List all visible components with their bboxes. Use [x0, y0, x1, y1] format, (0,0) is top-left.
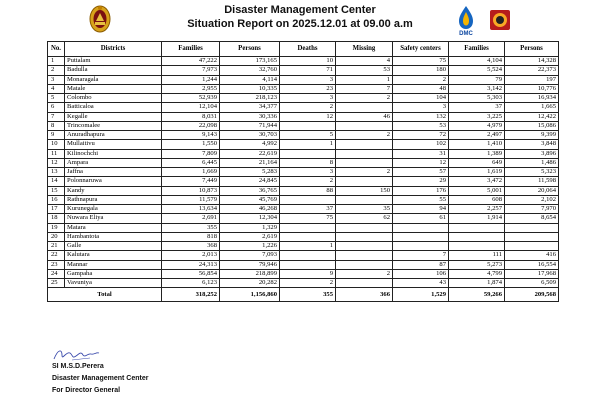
center-persons: 22,373: [505, 66, 559, 75]
safety-centers: 12: [393, 158, 449, 167]
families: 6,445: [162, 158, 220, 167]
table-row: [48, 269, 559, 278]
persons: 1,329: [220, 223, 280, 232]
deaths: 2: [280, 103, 336, 112]
families: 2,955: [162, 84, 220, 93]
district-name: Kegalle: [65, 112, 162, 121]
center-families: 649: [449, 158, 505, 167]
missing: 62: [336, 214, 393, 223]
persons: 71,944: [220, 121, 280, 130]
table-row: [48, 251, 559, 260]
center-families: 79: [449, 75, 505, 84]
center-families: [449, 232, 505, 241]
persons: 36,765: [220, 186, 280, 195]
signature: [50, 347, 110, 363]
deaths: 5: [280, 131, 336, 140]
center-families: 37: [449, 103, 505, 112]
families: 1,550: [162, 140, 220, 149]
col-header-families: Families: [162, 42, 220, 57]
report-subtitle: Situation Report on 2025.12.01 at 09.00 a.m: [187, 18, 413, 30]
persons: 21,164: [220, 158, 280, 167]
missing: [336, 279, 393, 288]
persons: 12,304: [220, 214, 280, 223]
deaths: 37: [280, 205, 336, 214]
row-no: 21: [48, 242, 65, 251]
district-name: Matara: [65, 223, 162, 232]
safety-centers: 61: [393, 214, 449, 223]
safety-centers: 7: [393, 251, 449, 260]
center-persons: 20,064: [505, 186, 559, 195]
center-persons: 10,776: [505, 84, 559, 93]
deaths: 23: [280, 84, 336, 93]
safety-centers: 176: [393, 186, 449, 195]
row-no: 4: [48, 84, 65, 93]
persons: 7,093: [220, 251, 280, 260]
safety-centers: 94: [393, 205, 449, 214]
safety-centers: 180: [393, 66, 449, 75]
deaths: [280, 195, 336, 204]
deaths: 2: [280, 279, 336, 288]
row-no: 15: [48, 186, 65, 195]
row-no: 9: [48, 131, 65, 140]
deaths: [280, 121, 336, 130]
families: 12,104: [162, 103, 220, 112]
missing: [336, 121, 393, 130]
deaths: [280, 260, 336, 269]
table-row: [48, 84, 559, 93]
table-row: [48, 223, 559, 232]
deaths: 1: [280, 242, 336, 251]
district-name: Kurunegala: [65, 205, 162, 214]
row-no: 7: [48, 112, 65, 121]
deaths: [280, 223, 336, 232]
col-header-deaths: Deaths: [280, 42, 336, 57]
center-persons: 16,934: [505, 94, 559, 103]
families: 22,098: [162, 121, 220, 130]
district-name: Jaffna: [65, 168, 162, 177]
district-name: Colombo: [65, 94, 162, 103]
row-no: 11: [48, 149, 65, 158]
signatory-name: SI M.S.D.Perera: [52, 363, 104, 370]
col-header-center-persons: Persons: [505, 42, 559, 57]
center-families: 2,257: [449, 205, 505, 214]
missing: 2: [336, 168, 393, 177]
persons: 24,845: [220, 177, 280, 186]
dmc-logo-text: DMC: [459, 31, 473, 36]
persons: 45,769: [220, 195, 280, 204]
deaths: 1: [280, 140, 336, 149]
table-row: [48, 149, 559, 158]
center-families: 1,410: [449, 140, 505, 149]
table-row: [48, 131, 559, 140]
center-persons: 1,665: [505, 103, 559, 112]
center-families: 2,497: [449, 131, 505, 140]
persons: 2,619: [220, 232, 280, 241]
missing: 1: [336, 75, 393, 84]
deaths: 10: [280, 57, 336, 66]
center-families: 3,225: [449, 112, 505, 121]
missing: 35: [336, 205, 393, 214]
families: 7,973: [162, 66, 220, 75]
missing: [336, 149, 393, 158]
table-row: [48, 112, 559, 121]
table-row: [48, 177, 559, 186]
col-header-persons: Persons: [220, 42, 280, 57]
table-row: [48, 103, 559, 112]
table-row: [48, 195, 559, 204]
center-persons: 11,598: [505, 177, 559, 186]
deaths: 3: [280, 94, 336, 103]
center-persons: 3,896: [505, 149, 559, 158]
families: 11,579: [162, 195, 220, 204]
missing: [336, 242, 393, 251]
families: 24,313: [162, 260, 220, 269]
center-persons: [505, 223, 559, 232]
persons: 218,899: [220, 269, 280, 278]
center-families: 1,874: [449, 279, 505, 288]
families: 9,143: [162, 131, 220, 140]
district-name: Badulla: [65, 66, 162, 75]
deaths: [280, 149, 336, 158]
row-no: 17: [48, 205, 65, 214]
table-row: [48, 121, 559, 130]
families: 7,449: [162, 177, 220, 186]
families: 13,634: [162, 205, 220, 214]
center-families: 3,472: [449, 177, 505, 186]
district-name: Mullaitivu: [65, 140, 162, 149]
center-families: 5,303: [449, 94, 505, 103]
deaths: [280, 232, 336, 241]
center-persons: 197: [505, 75, 559, 84]
center-families: 4,104: [449, 57, 505, 66]
center-families: 608: [449, 195, 505, 204]
center-persons: 1,486: [505, 158, 559, 167]
missing: 7: [336, 84, 393, 93]
total-missing: 366: [336, 288, 393, 302]
table-row: [48, 232, 559, 241]
table-row: [48, 140, 559, 149]
safety-centers: 3: [393, 103, 449, 112]
total-families: 318,252: [162, 288, 220, 302]
safety-centers: 29: [393, 177, 449, 186]
persons: 32,760: [220, 66, 280, 75]
table-total-row: [48, 288, 559, 302]
safety-centers: 43: [393, 279, 449, 288]
persons: 30,703: [220, 131, 280, 140]
district-name: Monaragala: [65, 75, 162, 84]
deaths: 2: [280, 177, 336, 186]
district-name: Hambantota: [65, 232, 162, 241]
missing: [336, 103, 393, 112]
signatory-org: Disaster Management Center: [52, 375, 149, 382]
persons: 4,114: [220, 75, 280, 84]
deaths: 75: [280, 214, 336, 223]
row-no: 6: [48, 103, 65, 112]
safety-centers: [393, 242, 449, 251]
persons: 4,992: [220, 140, 280, 149]
row-no: 23: [48, 260, 65, 269]
district-name: Rathnapura: [65, 195, 162, 204]
missing: [336, 251, 393, 260]
missing: [336, 260, 393, 269]
deaths: 8: [280, 158, 336, 167]
report-title: Disaster Management Center: [224, 4, 376, 16]
persons: 173,165: [220, 57, 280, 66]
row-no: 25: [48, 279, 65, 288]
row-no: 5: [48, 94, 65, 103]
district-name: Nuwara Eliya: [65, 214, 162, 223]
table-row: [48, 57, 559, 66]
deaths: [280, 251, 336, 260]
persons: 30,336: [220, 112, 280, 121]
center-persons: 6,509: [505, 279, 559, 288]
table-row: [48, 260, 559, 269]
total-safety-centers: 1,529: [393, 288, 449, 302]
row-no: 8: [48, 121, 65, 130]
families: 8,031: [162, 112, 220, 121]
table-row: [48, 158, 559, 167]
center-persons: 9,399: [505, 131, 559, 140]
table-header-row: [48, 42, 559, 57]
center-families: 1,619: [449, 168, 505, 177]
district-name: Matale: [65, 84, 162, 93]
row-no: 20: [48, 232, 65, 241]
persons: 1,226: [220, 242, 280, 251]
center-persons: [505, 232, 559, 241]
center-persons: 2,102: [505, 195, 559, 204]
total-label: Total: [48, 288, 162, 302]
center-families: 3,142: [449, 84, 505, 93]
missing: [336, 177, 393, 186]
families: 6,123: [162, 279, 220, 288]
table-row: [48, 168, 559, 177]
persons: 79,946: [220, 260, 280, 269]
row-no: 22: [48, 251, 65, 260]
persons: 22,619: [220, 149, 280, 158]
families: 47,222: [162, 57, 220, 66]
total-deaths: 355: [280, 288, 336, 302]
district-name: Mannar: [65, 260, 162, 269]
center-families: 5,001: [449, 186, 505, 195]
center-persons: 14,328: [505, 57, 559, 66]
center-families: 5,273: [449, 260, 505, 269]
center-persons: 16,554: [505, 260, 559, 269]
col-header-missing: Missing: [336, 42, 393, 57]
families: 368: [162, 242, 220, 251]
row-no: 14: [48, 177, 65, 186]
center-families: [449, 242, 505, 251]
families: 2,691: [162, 214, 220, 223]
deaths: 71: [280, 66, 336, 75]
missing: [336, 223, 393, 232]
row-no: 18: [48, 214, 65, 223]
persons: 46,268: [220, 205, 280, 214]
row-no: 19: [48, 223, 65, 232]
missing: [336, 158, 393, 167]
families: 818: [162, 232, 220, 241]
dmc-logos: [452, 4, 512, 36]
table-row: [48, 242, 559, 251]
persons: 218,123: [220, 94, 280, 103]
table-row: [48, 214, 559, 223]
total-center-persons: 209,568: [505, 288, 559, 302]
table-row: [48, 66, 559, 75]
persons: 34,377: [220, 103, 280, 112]
district-name: Kilinochchi: [65, 149, 162, 158]
center-persons: 3,848: [505, 140, 559, 149]
district-name: Puttalam: [65, 57, 162, 66]
center-families: 4,979: [449, 121, 505, 130]
missing: 2: [336, 94, 393, 103]
safety-centers: [393, 232, 449, 241]
district-name: Trincomalee: [65, 121, 162, 130]
families: 2,013: [162, 251, 220, 260]
col-header-center-families: Families: [449, 42, 505, 57]
families: 1,669: [162, 168, 220, 177]
center-persons: 7,970: [505, 205, 559, 214]
persons: 5,283: [220, 168, 280, 177]
center-persons: [505, 242, 559, 251]
col-header-safety-centers: Safety centers: [393, 42, 449, 57]
row-no: 12: [48, 158, 65, 167]
persons: 10,335: [220, 84, 280, 93]
missing: 4: [336, 57, 393, 66]
table-row: [48, 75, 559, 84]
row-no: 2: [48, 66, 65, 75]
deaths: 3: [280, 168, 336, 177]
center-persons: 15,086: [505, 121, 559, 130]
center-persons: 12,422: [505, 112, 559, 121]
table-row: [48, 94, 559, 103]
deaths: 9: [280, 269, 336, 278]
center-families: 1,914: [449, 214, 505, 223]
row-no: 10: [48, 140, 65, 149]
table-row: [48, 279, 559, 288]
row-no: 16: [48, 195, 65, 204]
deaths: 12: [280, 112, 336, 121]
safety-centers: [393, 223, 449, 232]
missing: [336, 140, 393, 149]
families: 56,854: [162, 269, 220, 278]
row-no: 24: [48, 269, 65, 278]
center-persons: 5,323: [505, 168, 559, 177]
center-families: [449, 223, 505, 232]
table-row: [48, 186, 559, 195]
safety-centers: 55: [393, 195, 449, 204]
safety-centers: 48: [393, 84, 449, 93]
col-header-no: No.: [48, 42, 65, 57]
deaths: 3: [280, 75, 336, 84]
safety-centers: 132: [393, 112, 449, 121]
total-persons: 1,156,860: [220, 288, 280, 302]
signatory-role: For Director General: [52, 387, 121, 394]
district-name: Galle: [65, 242, 162, 251]
row-no: 1: [48, 57, 65, 66]
district-name: Kalutara: [65, 251, 162, 260]
center-families: 5,524: [449, 66, 505, 75]
center-persons: 416: [505, 251, 559, 260]
families: 1,244: [162, 75, 220, 84]
dmc-logo: [459, 6, 473, 36]
persons: 20,282: [220, 279, 280, 288]
center-families: 1,389: [449, 149, 505, 158]
safety-centers: 31: [393, 149, 449, 158]
row-no: 13: [48, 168, 65, 177]
total-center-families: 59,266: [449, 288, 505, 302]
row-no: 3: [48, 75, 65, 84]
families: 7,809: [162, 149, 220, 158]
safety-centers: 57: [393, 168, 449, 177]
safety-centers: 2: [393, 75, 449, 84]
table-row: [48, 205, 559, 214]
families: 355: [162, 223, 220, 232]
district-name: Polonnaruwa: [65, 177, 162, 186]
safety-centers: 75: [393, 57, 449, 66]
missing: 150: [336, 186, 393, 195]
safety-centers: 87: [393, 260, 449, 269]
district-name: Ampara: [65, 158, 162, 167]
district-name: Vavuniya: [65, 279, 162, 288]
missing: [336, 232, 393, 241]
district-name: Kandy: [65, 186, 162, 195]
center-persons: 17,968: [505, 269, 559, 278]
deaths: 88: [280, 186, 336, 195]
district-name: Gampaha: [65, 269, 162, 278]
situation-table: [47, 41, 559, 302]
missing: 46: [336, 112, 393, 121]
center-families: 111: [449, 251, 505, 260]
center-families: 4,799: [449, 269, 505, 278]
families: 10,873: [162, 186, 220, 195]
police-logo: [490, 10, 510, 30]
missing: 2: [336, 269, 393, 278]
col-header-districts: Districts: [65, 42, 162, 57]
safety-centers: 72: [393, 131, 449, 140]
missing: [336, 195, 393, 204]
safety-centers: 104: [393, 94, 449, 103]
center-persons: 8,654: [505, 214, 559, 223]
safety-centers: 106: [393, 269, 449, 278]
safety-centers: 102: [393, 140, 449, 149]
missing: 53: [336, 66, 393, 75]
district-name: Anuradhapura: [65, 131, 162, 140]
district-name: Batticaloa: [65, 103, 162, 112]
missing: 2: [336, 131, 393, 140]
families: 52,939: [162, 94, 220, 103]
safety-centers: 53: [393, 121, 449, 130]
